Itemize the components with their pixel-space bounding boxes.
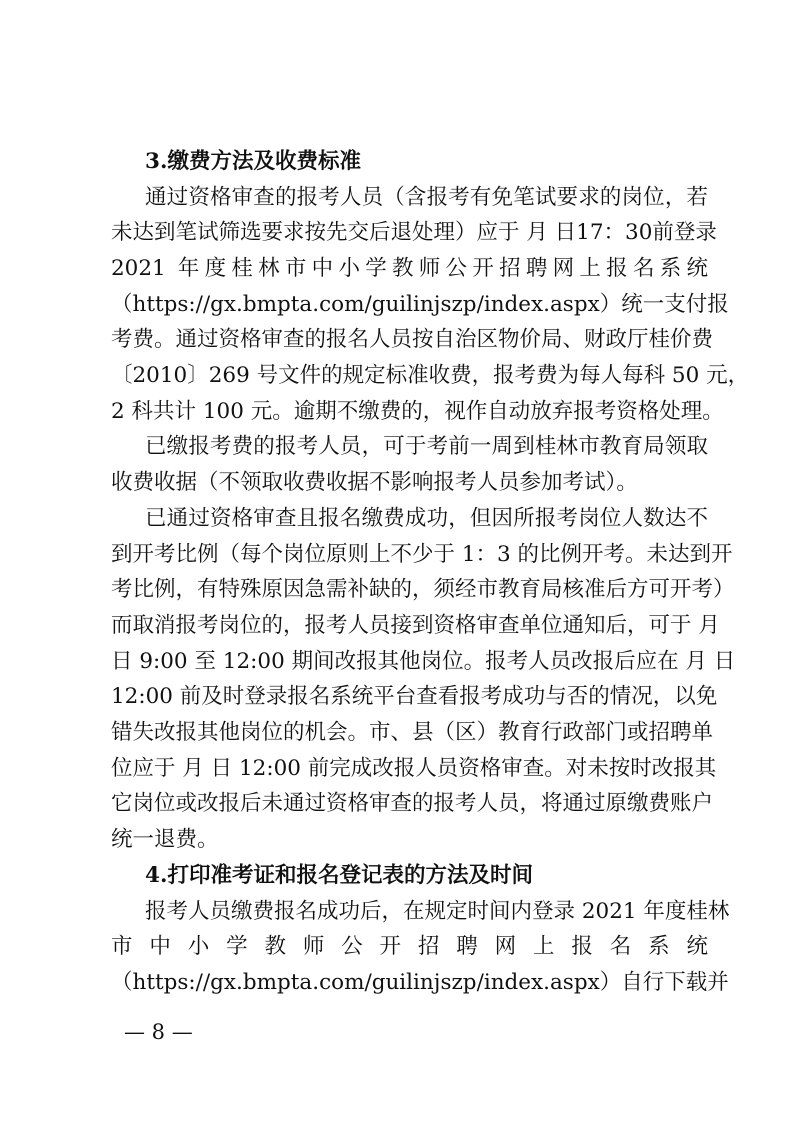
paragraph-line: 2 科共计 100 元。逾期不缴费的，视作自动放弃报考资格处理。 [111,399,724,424]
paragraph-line: 它岗位或改报后未通过资格审查的报考人员，将通过原缴费账户 [111,791,714,816]
paragraph-line: 未达到笔试筛选要求按先交后退处理）应于 月 日17：30前登录 [111,220,717,245]
paragraph-line: 已通过资格审查且报名缴费成功，但因所报考岗位人数达不 [145,506,708,531]
paragraph-line: （https://gx.bmpta.com/guilinjszp/index.aspx）自行下载并 [111,970,729,995]
paragraph-line: 考比例，有特殊原因急需补缺的，须经市教育局核准后方可开考） [111,577,735,602]
paragraph-line: 错失改报其他岗位的机会。市、县（区）教育行政部门或招聘单 [111,720,714,745]
paragraph-line: 已缴报考费的报考人员，可于考前一周到桂林市教育局领取 [145,434,708,459]
paragraph-line: 位应于 月 日 12:00 前完成改报人员资格审查。对未按时改报其 [111,756,717,781]
paragraph-line: 日 9:00 至 12:00 期间改报其他岗位。报考人员改报后应在 月 日 [111,649,736,674]
paragraph-line: 2021 年度桂林市中小学教师公开招聘网上报名系统 [111,256,708,281]
paragraph-line: 通过资格审查的报考人员（含报考有免笔试要求的岗位，若 [145,185,708,210]
paragraph-line: （https://gx.bmpta.com/guilinjszp/index.aspx）统一支付报 [111,292,729,317]
paragraph-line: 报考人员缴费报名成功后，在规定时间内登录 2021 年度桂林 [145,899,730,924]
page-number: — 8 — [124,1020,193,1044]
paragraph-line: 考费。通过资格审查的报名人员按自治区物价局、财政厅桂价费 [111,327,714,352]
paragraph-line: 12:00 前及时登录报名系统平台查看报考成功与否的情况，以免 [111,684,718,709]
section-4-heading: 4.打印准考证和报名登记表的方法及时间 [145,863,533,888]
paragraph-line: 而取消报考岗位的，报考人员接到资格审查单位通知后，可于 月 [111,613,720,638]
paragraph-line: 到开考比例（每个岗位原则上不少于 1：3 的比例开考。未达到开 [111,542,733,567]
section-3-heading: 3.缴费方法及收费标准 [145,149,361,174]
paragraph-line: 统一退费。 [111,827,219,852]
paragraph-line: 收费收据（不领取收费收据不影响报考人员参加考试）。 [111,470,638,495]
paragraph-line: 〔2010〕269 号文件的规定标准收费，报考费为每人每科 50 元， [111,363,750,388]
paragraph-line: 市中小学教师公开招聘网上报名系统 [111,934,708,959]
